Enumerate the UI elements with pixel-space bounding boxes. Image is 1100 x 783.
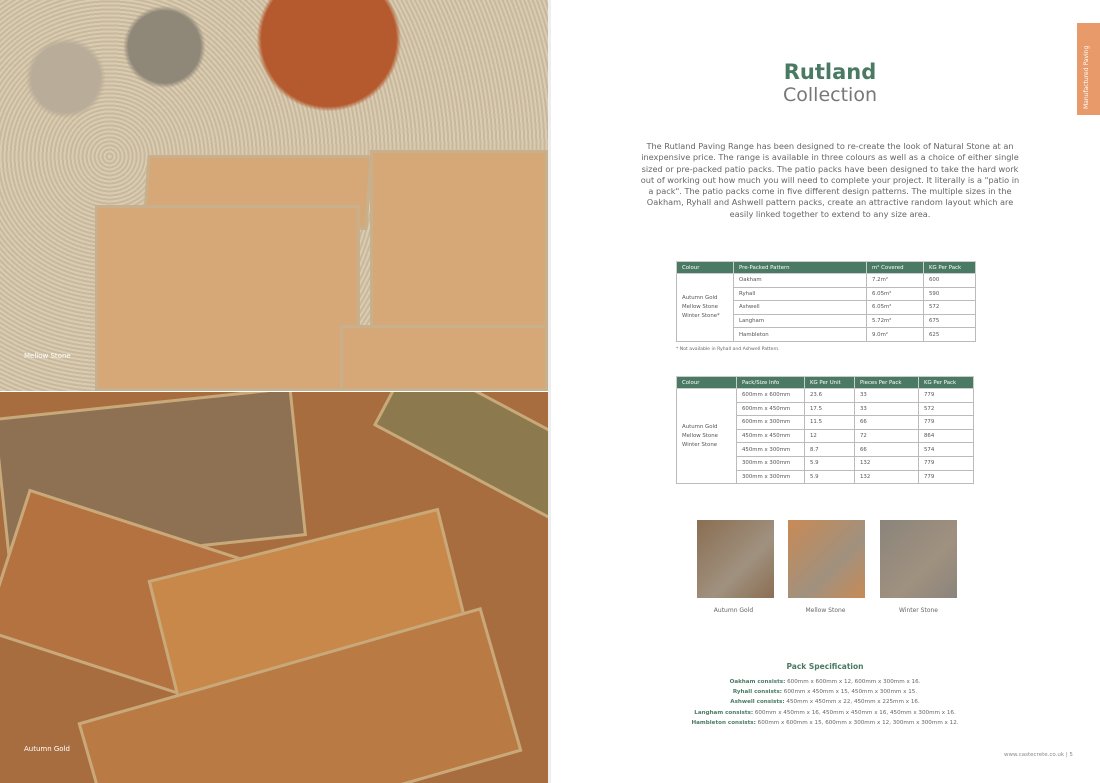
cell: 8.7 <box>805 443 855 457</box>
pack-spec-line <box>640 697 1010 707</box>
colour-name: Mellow Stone <box>682 303 718 310</box>
colour-name: Winter Stone* <box>682 312 720 319</box>
cell: 600mm x 450mm <box>737 402 805 416</box>
photo-caption-bottom: Autumn Gold <box>24 745 70 753</box>
t1-colour-cell <box>677 274 734 342</box>
pack-text: 450mm x 450mm x 22, 450mm x 225mm x 16. <box>784 699 920 706</box>
pack-spec-line <box>640 718 1010 728</box>
cell: 300mm x 300mm <box>737 470 805 484</box>
cell: 572 <box>924 301 976 315</box>
cell: 33 <box>855 389 919 403</box>
cell: 600mm x 600mm <box>737 389 805 403</box>
page-gutter <box>548 0 551 783</box>
cell: 12 <box>805 429 855 443</box>
cell: 66 <box>855 443 919 457</box>
pack-name: Ryhall consists: <box>732 689 783 696</box>
pre-packed-table <box>676 261 976 342</box>
cell: 7.2m² <box>867 274 924 288</box>
pack-name: Hambleton consists: <box>691 719 756 726</box>
cell: 5.9 <box>805 470 855 484</box>
pack-name: Oakham consists: <box>729 679 786 685</box>
swatch-autumn-gold <box>697 520 774 598</box>
pack-spec-heading: Pack Specification <box>786 662 864 671</box>
t2-colour-cell <box>677 389 737 484</box>
pack-name: Langham consists: <box>694 709 754 716</box>
t1-header: Pre-Packed Pattern <box>734 262 867 274</box>
cell: 5.72m² <box>867 314 924 328</box>
cell: 11.5 <box>805 416 855 430</box>
cell: Hambleton <box>734 328 867 342</box>
pack-spec-line <box>640 687 1010 697</box>
swatch-label: Autumn Gold <box>713 607 754 614</box>
t1-header: m² Covered <box>867 262 924 274</box>
pack-text: 600mm x 450mm x 15, 450mm x 300mm x 15. <box>782 689 918 696</box>
t2-header: KG Per Pack <box>919 377 974 389</box>
t2-header: Colour <box>677 377 737 389</box>
cell: 574 <box>919 443 974 457</box>
cell: 779 <box>919 389 974 403</box>
cell: 132 <box>855 456 919 470</box>
photo-mellow-stone <box>0 0 548 391</box>
table-row <box>677 274 976 288</box>
cell: 864 <box>919 429 974 443</box>
pack-text: 600mm x 600mm x 15, 600mm x 300mm x 12, 300mm x 300mm x 12. <box>755 719 959 726</box>
colour-name: Autumn Gold <box>682 423 718 430</box>
size-info-table <box>676 376 974 484</box>
title-line-2: Collection <box>783 84 877 106</box>
cell: 600 <box>924 274 976 288</box>
title-line-1: Rutland <box>783 60 877 84</box>
pack-spec-line <box>640 708 1010 718</box>
colour-name: Mellow Stone <box>682 432 718 439</box>
pack-spec-list <box>640 677 1010 728</box>
colour-name: Autumn Gold <box>682 294 718 301</box>
photo-caption-top: Mellow Stone <box>24 352 71 360</box>
cell: 450mm x 450mm <box>737 429 805 443</box>
t2-header: Pieces Per Pack <box>855 377 919 389</box>
cell: 5.9 <box>805 456 855 470</box>
cell: 779 <box>919 416 974 430</box>
cell: 6.05m² <box>867 301 924 315</box>
pack-spec-line <box>640 677 1010 687</box>
cell: Ashwell <box>734 301 867 315</box>
cell: 600mm x 300mm <box>737 416 805 430</box>
swatch-mellow-stone <box>788 520 865 598</box>
cell: 590 <box>924 287 976 301</box>
section-tab <box>1077 23 1100 115</box>
pack-text: 600mm x 600mm x 12, 600mm x 300mm x 16. <box>785 679 921 685</box>
cell: Oakham <box>734 274 867 288</box>
cell: 9.0m² <box>867 328 924 342</box>
cell: 72 <box>855 429 919 443</box>
cell: Langham <box>734 314 867 328</box>
cell: 779 <box>919 456 974 470</box>
page-title <box>760 60 900 106</box>
cell: 33 <box>855 402 919 416</box>
cell: 779 <box>919 470 974 484</box>
table-row <box>677 389 974 403</box>
swatch-label: Mellow Stone <box>805 607 846 614</box>
pack-text: 600mm x 450mm x 16, 450mm x 450mm x 16, 450mm x 300mm x 16. <box>753 709 956 716</box>
t2-header: Pack/Size Info <box>737 377 805 389</box>
cell: 300mm x 300mm <box>737 456 805 470</box>
page-footer: www.castecrete.co.uk | 5 <box>1004 752 1073 758</box>
cell: 625 <box>924 328 976 342</box>
swatch-winter-stone <box>880 520 957 598</box>
cell: 6.05m² <box>867 287 924 301</box>
section-tab-label: Manufactured Paving <box>1083 45 1090 109</box>
cell: 572 <box>919 402 974 416</box>
table-footnote: * Not available in Ryhall and Ashwell Pattern. <box>676 347 780 352</box>
swatch-label: Winter Stone <box>898 607 938 614</box>
t2-header: KG Per Unit <box>805 377 855 389</box>
cell: 450mm x 300mm <box>737 443 805 457</box>
cell: 66 <box>855 416 919 430</box>
photo-autumn-gold <box>0 392 548 783</box>
t1-header: KG Per Pack <box>924 262 976 274</box>
cell: 132 <box>855 470 919 484</box>
cell: Ryhall <box>734 287 867 301</box>
t1-header: Colour <box>677 262 734 274</box>
colour-name: Winter Stone <box>682 441 718 448</box>
cell: 675 <box>924 314 976 328</box>
cell: 23.6 <box>805 389 855 403</box>
cell: 17.5 <box>805 402 855 416</box>
intro-paragraph: The Rutland Paving Range has been designed to re-create the look of Natural Stone at an inexpensive price. The range is available in three colours as well as a choice of either single sized or pre-packed patio packs. The patio packs have been designed to take the hard work out of working out how much you will need to complete your project. It literally is a "patio in a pack". The patio packs come in five different design patterns. The multiple sizes in the Oakham, Ryhall and Ashwell pattern packs, create an attractive random layout which are easily linked together to extend to any size area. <box>640 141 1020 219</box>
pack-name: Ashwell consists: <box>730 699 785 706</box>
